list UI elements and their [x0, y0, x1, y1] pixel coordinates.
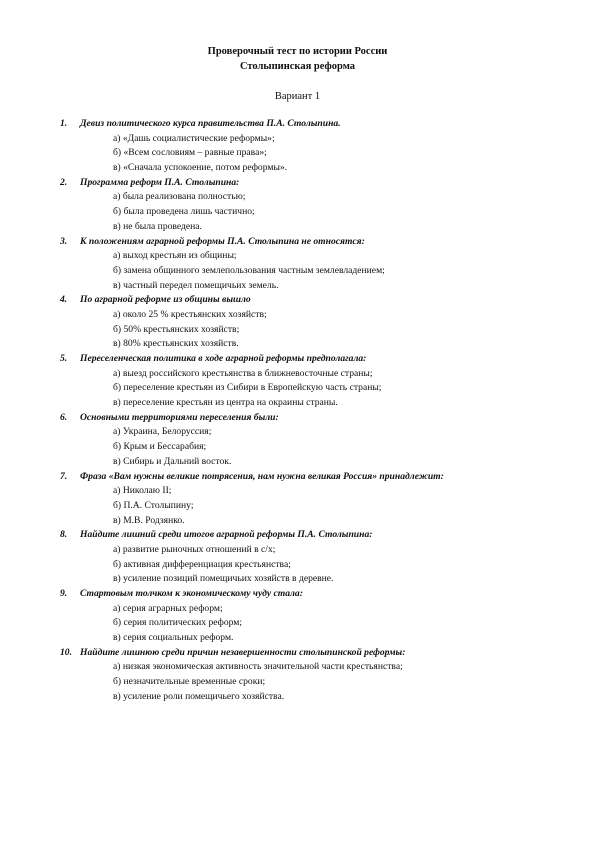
answer-option-text: б) 50% крестьянских хозяйств;: [113, 323, 240, 335]
question-item: [0, 646, 595, 661]
answer-option-text: б) серия политических реформ;: [113, 617, 243, 629]
answer-option: [0, 602, 595, 617]
answer-option-text: а) выход крестьян из общины;: [113, 250, 237, 262]
question-item: [0, 470, 595, 485]
answer-option: [0, 220, 595, 235]
question-number: 8.: [60, 529, 68, 541]
answer-option: [0, 132, 595, 147]
question-item: [0, 352, 595, 367]
question-number: 5.: [60, 353, 68, 364]
answer-option: [0, 690, 595, 705]
answer-option: [0, 264, 595, 279]
answer-option-text: б) «Всем сословиям – равные права»;: [113, 147, 267, 159]
answer-option-text: б) Крым и Бессарабия;: [113, 441, 207, 453]
variant-label: Вариант 1: [274, 91, 321, 102]
answer-option-text: в) «Сначала успокоение, потом реформы».: [113, 162, 288, 174]
answer-option: [0, 440, 595, 455]
answer-option-text: б) П.А. Столыпину;: [113, 499, 194, 511]
answer-option: [0, 161, 595, 176]
answer-option-text: в) переселение крестьян из центра на окраины страны.: [113, 397, 338, 409]
answer-option: [0, 249, 595, 264]
answer-option: [0, 381, 595, 396]
answer-option-text: б) активная дифференциация крестьянства;: [113, 558, 291, 570]
answer-option: [0, 631, 595, 646]
answer-option-text: а) «Дашь социалистические реформы»;: [113, 132, 275, 144]
answer-option-text: б) переселение крестьян из Сибири в Европейскую часть страны;: [113, 382, 382, 394]
answer-option-text: б) была проведена лишь частично;: [113, 206, 255, 218]
answer-option-text: б) незначительные временные сроки;: [113, 676, 266, 688]
answer-option: [0, 146, 595, 161]
answer-option: [0, 205, 595, 220]
question-number: 7.: [60, 470, 68, 482]
question-text: Основными территориями переселения были:: [80, 411, 279, 423]
answer-option: [0, 660, 595, 675]
question-item: [0, 117, 595, 132]
answer-option-text: в) М.В. Родзянко.: [113, 514, 185, 526]
answer-option-text: а) серия аграрных реформ;: [113, 602, 223, 614]
answer-option: [0, 455, 595, 470]
answer-option: [0, 425, 595, 440]
question-number: 9.: [60, 588, 68, 599]
answer-option: [0, 367, 595, 382]
answer-option: [0, 572, 595, 587]
question-item: [0, 528, 595, 543]
page-subtitle: Столыпинская реформа: [239, 61, 356, 72]
question-text: Стартовым толчком к экономическому чуду стала:: [80, 588, 303, 599]
answer-option-text: б) замена общинного землепользования частным землевладением;: [113, 264, 385, 276]
question-item: [0, 235, 595, 250]
question-item: [0, 411, 595, 426]
answer-option-text: а) низкая экономическая активность значительной части крестьянства;: [113, 661, 403, 673]
answer-option: [0, 514, 595, 529]
question-number: 10.: [60, 646, 72, 658]
question-item: [0, 176, 595, 191]
question-item: [0, 587, 595, 602]
question-text: По аграрной реформе из общины вышло: [80, 294, 251, 306]
answer-option: [0, 543, 595, 558]
question-text: Фраза «Вам нужны великие потрясения, нам нужна великая Россия» принадлежит:: [80, 470, 444, 482]
question-number: 1.: [60, 118, 68, 129]
question-number: 6.: [60, 411, 68, 423]
answer-option-text: в) 80% крестьянских хозяйств.: [113, 338, 239, 350]
question-number: 4.: [60, 294, 68, 306]
answer-option: [0, 484, 595, 499]
answer-option-text: а) выезд российского крестьянства в ближневосточные страны;: [113, 367, 373, 379]
answer-option-text: в) не была проведена.: [113, 220, 202, 232]
answer-option: [0, 337, 595, 352]
question-number: 2.: [60, 176, 68, 188]
question-text: Программа реформ П.А. Столыпина:: [80, 176, 240, 188]
answer-option-text: в) Сибирь и Дальний восток.: [113, 455, 232, 467]
answer-option-text: а) Николаю II;: [113, 485, 172, 497]
question-number: 3.: [60, 235, 68, 247]
answer-option-text: в) усиление позиций помещичьих хозяйств в деревне.: [113, 573, 334, 585]
answer-option: [0, 616, 595, 631]
answer-option: [0, 675, 595, 690]
answer-option: [0, 190, 595, 205]
question-item: [0, 293, 595, 308]
question-text: К положениям аграрной реформы П.А. Столыпина не относятся:: [80, 235, 365, 247]
question-text: Девиз политического курса правительства П.А. Столыпина.: [80, 118, 341, 129]
answer-option: [0, 323, 595, 338]
answer-option: [0, 558, 595, 573]
answer-option: [0, 499, 595, 514]
answer-option-text: а) около 25 % крестьянских хозяйств;: [113, 308, 267, 320]
answer-option-text: в) усиление роли помещичьего хозяйства.: [113, 690, 285, 702]
question-text: Найдите лишний среди итогов аграрной реформы П.А. Столыпина:: [80, 529, 373, 541]
answer-option-text: в) частный передел помещичьих земель.: [113, 279, 279, 291]
answer-option: [0, 308, 595, 323]
answer-option-text: а) развитие рыночных отношений в с/х;: [113, 543, 276, 555]
answer-option: [0, 396, 595, 411]
answer-option-text: в) серия социальных реформ.: [113, 632, 234, 644]
question-text: Найдите лишнюю среди причин незавершенности столыпинской реформы:: [80, 646, 406, 658]
answer-option-text: а) Украина, Белоруссия;: [113, 426, 212, 438]
answer-option: [0, 279, 595, 294]
answer-option-text: а) была реализована полностью;: [113, 191, 246, 203]
page-title: Проверочный тест по истории России: [207, 46, 388, 57]
question-list: [0, 117, 595, 705]
question-text: Переселенческая политика в ходе аграрной реформы предполагала:: [80, 353, 367, 364]
